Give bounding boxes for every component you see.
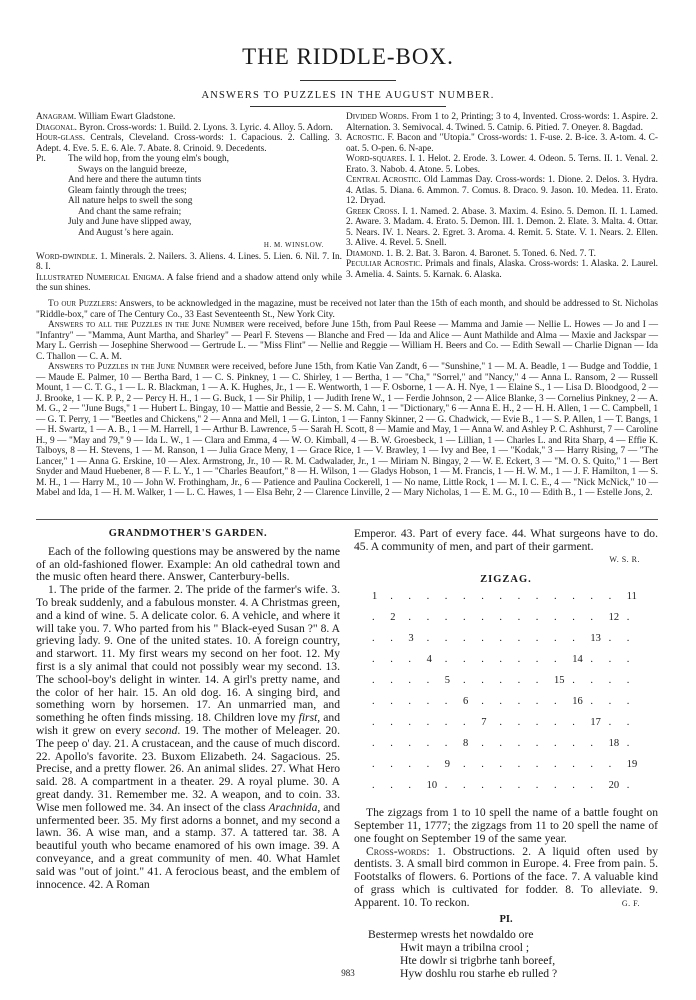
pi-author: H. M. WINSLOW.	[263, 241, 324, 249]
question-text: , and unfermented beer. 35. My first adorns a bonnet, and my second a lawn. 36. A wise man, and a stamp. 37. A tattered tar. 38. A beautiful youth who became enamored of his own image. 39. A conveyance, and a great community of men. 40. What Hamlet said was "out of joint." 41. A ferocious beast, and the emblem of innocence. 42. A Roman	[36, 800, 340, 891]
grid-dot: .	[608, 696, 612, 708]
notice-text: Answers, to be acknowledged in the magazine, must be received not later than the 15th of each month, and should be addressed to St. Nicholas "Riddle-box," care of The Century Co., 33 East Seventeenth St., New York City.	[36, 299, 658, 320]
grid-dot: .	[626, 780, 630, 792]
grid-dot: .	[372, 633, 375, 645]
grid-dot: .	[481, 675, 484, 687]
solvers-notices	[36, 299, 658, 499]
notice-text: were received, before June 15th, from Paul Reese — Mamma and Jamie — Nellie L. Howes — Jo and I — "Infantry" — "Mamma, Aunt Martha, and Sharley" — Pearl F. Stevens — Blanche and Fred — Ida and Alice — Aunt Mathilde and Alma — Maxie and Jackspar — Mary L. Gerrish — Josephine Sherwood — Gertrude L. — "Miss Flint" — Nellie and Reggie — William H. Beers and Co. — Edith Sewall — Charlie Dignan — Ida C. Thallon — C. A. M.	[36, 320, 658, 362]
grid-dot: .	[481, 633, 484, 645]
answers-left-column	[36, 112, 342, 294]
grid-dot: .	[590, 591, 594, 603]
pi-line: Hyw doshlu rou starhe eb rulled ?	[400, 966, 558, 980]
right-puzzles-column	[354, 528, 658, 980]
garden-puzzle	[36, 528, 340, 891]
grid-number: 15	[554, 675, 565, 687]
grid-dot: .	[390, 591, 393, 603]
grid-number: 2	[390, 612, 396, 624]
grid-dot: .	[463, 759, 466, 771]
grid-dot: .	[554, 717, 557, 729]
answer-text: William Ewart Gladstone.	[78, 112, 176, 122]
poem-line: The wild hop, from the young elm's bough,	[68, 154, 229, 164]
grid-dot: .	[408, 591, 412, 603]
grid-dot: .	[572, 738, 575, 750]
poem-line: Sways on the languid breeze,	[78, 164, 187, 175]
grid-dot: .	[463, 612, 466, 624]
answer-text: 1. B. 2. Bat. 3. Baron. 4. Baronet. 5. Toned. 6. Ned. 7. T.	[386, 248, 596, 259]
grid-dot: .	[408, 759, 412, 771]
grid-dot: .	[408, 717, 412, 729]
zigzag-title: ZIGZAG.	[480, 574, 532, 586]
grid-dot: .	[426, 717, 430, 729]
puzzle-label: Diagonal.	[36, 122, 77, 133]
title-rule	[300, 80, 396, 81]
grid-dot: .	[390, 780, 393, 792]
italic-word: Arachnida	[268, 800, 318, 814]
grid-dot: .	[499, 696, 503, 708]
crosswords-label: Cross-words:	[366, 844, 430, 858]
crosswords-text: 1. Obstructions. 2. A liquid often used by dentists. 3. A small bird common in Europe. 4. Free from pain. 5. Footstalks of flowers. 6. Portions of the face. 7. A valuable kind of grass which is cultivated for fodder. 8. To alleviate. 9. Apparent. 10. To reckon.	[354, 844, 658, 909]
pi-line: Bestermep wrests het nowdaldo ore	[368, 928, 534, 942]
grid-dot: .	[572, 633, 575, 645]
puzzle-label: Acrostic.	[346, 133, 385, 143]
grid-dot: .	[535, 717, 539, 729]
grid-dot: .	[463, 675, 466, 687]
word-dwindle-answer	[36, 252, 342, 273]
central-acrostic-answer	[346, 175, 658, 207]
grid-dot: .	[499, 780, 503, 792]
poem-line: July and June have slipped away,	[68, 217, 192, 227]
grid-dot: .	[590, 780, 594, 792]
grid-dot: .	[626, 654, 630, 666]
puzzle-label: Word-squares.	[346, 154, 407, 164]
grid-dot: .	[390, 759, 393, 771]
grid-dot: .	[499, 717, 503, 729]
grid-dot: .	[535, 780, 539, 792]
grid-dot: .	[608, 759, 612, 771]
answer-text: 1. Minerals. 2. Nailers. 3. Aliens. 4. Lines. 5. Lien. 6. Nil. 7. In. 8. I.	[36, 251, 343, 272]
question-text: , and wish it grew on every	[36, 711, 340, 737]
grid-dot: .	[481, 738, 484, 750]
anagram-answer	[36, 112, 342, 123]
grid-number: 3	[408, 633, 414, 645]
grid-dot: .	[444, 696, 448, 708]
grid-dot: .	[554, 654, 557, 666]
grid-number: 11	[626, 591, 637, 603]
grid-dot: .	[444, 738, 448, 750]
grid-dot: .	[408, 654, 412, 666]
grid-number: 4	[426, 654, 432, 666]
grid-dot: .	[608, 717, 612, 729]
garden-signature: W. S. R.	[609, 554, 640, 564]
grid-dot: .	[463, 780, 466, 792]
grid-number: 13	[590, 633, 601, 645]
answer-text: Centrals, Cleveland. Cross-words: 1. Capacious. 2. Calling. 3. Adept. 4. Eve. 5. E. 6. Ale. 7. Abate. 8. Crinoid. 9. Decedents.	[36, 133, 343, 154]
puzzle-label: Pi.	[36, 154, 46, 164]
peculiar-acrostic-answer	[346, 259, 658, 280]
grid-dot: .	[626, 738, 630, 750]
grid-number: 12	[608, 612, 620, 624]
grid-dot: .	[535, 759, 539, 771]
grid-dot: .	[390, 675, 393, 687]
grid-dot: .	[554, 696, 557, 708]
grid-dot: .	[481, 780, 484, 792]
question-text: 1. The pride of the farmer. 2. The pride of the farmer's wife. 3. To break suddenly, and a fabulous monster. 4. A Christmas green, and a kind of wine. 5. A delicate color. 6. A vehicle, and where it will take you. 7. Who parted from his " Black-eyed Susan ?" 8. A grieving lady. 9. One of the united states. 10. A foreign country, and starwort. 11. My first wears my second on her foot. 12. My first is a sly animal that could not possibly wear my second. 13. The school-boy's delight in winter. 14. A girl's pretty name, and the color of her hair. 15. An old dog. 16. A singing bird, and something worn by horsemen. 17. An unmarried man, and something he often finds missing. 18. Children love my	[36, 583, 340, 725]
grid-dot: .	[499, 591, 503, 603]
page-number: 983	[341, 968, 355, 978]
puzzlers-notice	[36, 299, 658, 320]
grid-dot: .	[481, 591, 484, 603]
grid-dot: .	[535, 654, 539, 666]
hourglass-answer	[36, 133, 342, 154]
some-answers-list	[36, 362, 658, 499]
grid-dot: .	[426, 591, 430, 603]
all-answers-list	[36, 320, 658, 362]
poem-line: Gleam faintly through the trees;	[68, 185, 187, 196]
zigzag-grid	[354, 591, 658, 801]
pi-title: PI.	[499, 914, 513, 926]
grid-dot: .	[481, 612, 484, 624]
grid-dot: .	[535, 591, 539, 603]
grid-dot: .	[463, 633, 466, 645]
grid-dot: .	[554, 612, 557, 624]
grid-dot: .	[608, 633, 612, 645]
grid-number: 14	[572, 654, 583, 666]
garden-title: GRANDMOTHER'S GARDEN.	[108, 528, 268, 539]
grid-number: 1	[372, 591, 378, 603]
grid-dot: .	[572, 780, 575, 792]
italic-word: second	[145, 723, 178, 737]
grid-dot: .	[554, 591, 557, 603]
grid-number: 16	[572, 696, 583, 708]
grid-dot: .	[481, 759, 484, 771]
grid-dot: .	[372, 738, 375, 750]
grid-dot: .	[390, 654, 393, 666]
question-text: . 19. The mother of Meleager. 20. The peep o' day. 21. A crustacean, and the cause of much discord. 22. Apollo's favorite. 23. Buxom Elizabeth. 24. Sagacious. 25. Precise, and a pretty flower. 26. An animal slides. 27. What Hero said. 28. A compartment in a theater. 29. A royal plume. 30. A great dandy. 31. Remember me. 32. A weapon, and to coin. 33. Wise men followed me. 34. An insect of the class	[36, 723, 340, 814]
grid-dot: .	[499, 675, 503, 687]
grid-dot: .	[372, 654, 375, 666]
poem-line: And chant the same refrain;	[78, 206, 182, 217]
notice-text: were received, before June 15th, from Katie Van Zandt, 6 — "Sunshine," 1 — M. A. Beadle, 1 — Budge and Toddie, 1 — Maude E. Palmer, 10 — Bertha Bard, 1 — C. S. Pinkney, 1 — C. Shirley, 1 — Bertha, 1 — "Cha," "Sorrel," and "Nancy," 4 — Anna L. Ransom, 2 — Russell Mount, 1 — C. T. G., 1 — L. R. Blackman, 1 — A. K. Hughes, Jr., 1 — E. Wentworth, 1 — F. Osborne, 1 — A. H. Nye, 1 — Elaine S., 1 — Lisa D. Bloodgood, 2 — J. Brooke, 1 — K. P. P., 2 — Percy H. H., 1 — G. Buck, 1 — Sir Philip, 1 — Judith Irene W., 1 — Ferdie Johnson, 2 — Alice Blanke, 3 — Cornelius Pinkney, 2 — A. M. G., 2 — "June Bugs," 1 — Hubert L. Bingay, 10 — Mattie and Bessie, 2 — S. M. Cahn, 1 — "Dictionary," 6 — Anna E. H., 2 — H. H. Allen, 1 — C. Campbell, 1 — G. T. Perry, 1 — "Beetles and Chickens," 2 — Anna and Mell, 1 — G. Linton, 1 — Fanny Skinner, 2 — G. Chadwick, — Evie B., 1 — S. P. Allen, 1 — T. Bangs, 1 — H. Swartz, 1 — A. B., 1 — M. Harrell, 1 — Arthur B. Lawrence, 5 — Sarah H. Scott, 8 — Mamie and May, 1 — Anna W. and Ashley P. C. Ashhurst, 7 — Caroline H., 9 — "May and 79," 9 — Ida L. W., 1 — Clara and Emma, 4 — W. O. Kimball, 4 — B. W. Groesbeck, 1 — Lillian, 1 — Charles L. and Rita Sharp, 4 — Effie K. Talboys, 8 — H. Stevens, 1 — M. Ranson, 1 — Julia Grace Meny, 1 — Grace Rice, 1 — V. Brawley, 1 — Ivy and Bee, 1 — "Kodak," 3 — Harry Rising, 7 — "The Lancer," 1 — Anna G. Erskine, 10 — Alex. Armstrong, Jr., 10 — R. M. Cadwalader, Jr., 1 — Miriam N. Bingay, 2 — W. E. Eckert, 3 — "M. O. S. Quito," 1 — Bert Snyder and Maud Huebener, 8 — F. L. Y., 1 — "Charles Beaufort," 8 — H. Wilson, 1 — Gladys Hobson, 1 — M. Francis, 1 — H. W. M., 1 — J. F. Hamilton, 1 — S. M. H., 1 — Harry M., 10 — John W. Frothingham, Jr., 6 — Patience and Paulina Cockerell, 1 — No name, Little Rock, 1 — M. I. C. E., 4 — "Nick McNick," 10 — Mabel and Ida, 1 — H. M. Walker, 1 — L. C. Hawes, 1 — Elsa Behr, 2 — Clarence Linville, 2 — Mary Nicholas, 1 — E. M. G., 10 — Edith B., 1 — Estelle Jons, 2.	[36, 362, 659, 498]
answer-text: From 1 to 2, Printing; 3 to 4, Invented. Cross-words: 1. Aspire. 2. Alternation. 3. Semivocal. 4. Twined. 5. Catnip. 6. Pitied. 7. Oneyer. 8. Bagdad.	[346, 112, 659, 133]
garden-questions	[36, 584, 340, 891]
grid-dot: .	[372, 675, 375, 687]
grid-dot: .	[426, 633, 430, 645]
grid-number: 6	[463, 696, 469, 708]
grid-dot: .	[608, 654, 612, 666]
grid-dot: .	[535, 612, 539, 624]
grid-dot: .	[372, 696, 375, 708]
grid-number: 10	[426, 780, 438, 792]
grid-dot: .	[444, 612, 448, 624]
grid-number: 9	[444, 759, 451, 771]
grid-dot: .	[408, 738, 412, 750]
grid-dot: .	[517, 654, 521, 666]
notice-label: Answers to Puzzles in the June Number	[48, 362, 210, 372]
grid-dot: .	[390, 717, 393, 729]
grid-dot: .	[408, 696, 412, 708]
answers-right-column	[346, 112, 658, 280]
answer-text: I. 1. Named. 2. Abase. 3. Maxim. 4. Esino. 5. Demon. II. 1. Lamed. 2. Aware. 3. Madam. 4. Erato. 5. Demon. III. 1. Demon. 2. Elate. 3. Malta. 4. Ottar. 5. Nears. IV. 1. Nears. 2. Egret. 3. Aroma. 4. Remit. 5. State. V. 1. Nears. 2. Ellen. 3. Alive. 4. Revel. 5. Snell.	[346, 206, 658, 248]
grid-dot: .	[626, 612, 630, 624]
pi-line: Hte dowlr si trigbrhe tanh boreef,	[400, 953, 556, 967]
zigzag-signature: G. F.	[621, 898, 640, 908]
grid-dot: .	[481, 654, 484, 666]
grid-number: 8	[463, 738, 469, 750]
grid-number: 20	[608, 780, 620, 792]
grid-dot: .	[554, 738, 557, 750]
diagonal-answer	[36, 123, 342, 134]
grid-dot: .	[426, 759, 430, 771]
grid-dot: .	[408, 612, 412, 624]
grid-dot: .	[517, 759, 521, 771]
grid-dot: .	[626, 717, 630, 729]
grid-dot: .	[572, 675, 575, 687]
grid-dot: .	[372, 780, 375, 792]
notice-label: To our Puzzlers:	[48, 299, 118, 309]
grid-dot: .	[572, 717, 575, 729]
poem-line: And here and there the autumn tints	[68, 175, 202, 185]
pi-line: Hwit mayn a tribilna crool ;	[400, 940, 530, 954]
grid-dot: .	[517, 612, 521, 624]
grid-dot: .	[590, 738, 594, 750]
grid-number: 5	[444, 675, 451, 687]
grid-dot: .	[499, 654, 503, 666]
greek-cross-answer	[346, 207, 658, 249]
answer-text: Primals and finals, Alaska. Cross-words: 1. Alaska. 2. Laurel. 3. Amelia. 4. Saints. 5. Karnak. 6. Alaska.	[346, 259, 658, 280]
grid-dot: .	[535, 633, 539, 645]
section-subtitle: ANSWERS TO PUZZLES IN THE AUGUST NUMBER.	[201, 90, 495, 101]
grid-dot: .	[517, 675, 521, 687]
puzzle-label: Illustrated Numerical Enigma.	[36, 272, 165, 283]
grid-dot: .	[499, 612, 503, 624]
grid-dot: .	[608, 675, 612, 687]
grid-dot: .	[390, 633, 393, 645]
garden-questions-continued: Emperor. 43. Part of every face. 44. What surgeons have to do. 45. A community of men, and part of their garment.	[354, 527, 658, 553]
acrostic-answer	[346, 133, 658, 154]
grid-dot: .	[590, 675, 594, 687]
answer-text: A false friend and a shadow attend only while the sun shines.	[36, 272, 342, 293]
grid-dot: .	[554, 780, 557, 792]
grid-dot: .	[590, 612, 594, 624]
grid-dot: .	[426, 738, 430, 750]
answer-text: Old Lammas Day. Cross-words: 1. Dione. 2. Delos. 3. Hydra. 4. Atlas. 5. Diana. 6. Ammon. 7. Comus. 8. Draco. 9. Jason. 10. Medea. 11. Erato. 12. Dryad.	[346, 175, 658, 206]
grid-dot: .	[590, 759, 594, 771]
puzzle-label: Diamond.	[346, 248, 384, 259]
puzzle-label: Greek Cross.	[346, 206, 400, 217]
grid-dot: .	[444, 591, 448, 603]
poem-line: And August 's here again.	[78, 227, 174, 238]
answer-text: F. Bacon and "Utopia." Cross-words: 1. F-use. 2. B-ice. 3. A-tom. 4. C-oat. 5. O-pen. 6. N-ape.	[346, 133, 658, 154]
section-divider	[36, 519, 658, 520]
grid-dot: .	[444, 717, 448, 729]
puzzle-label: Word-dwindle.	[36, 251, 98, 262]
grid-dot: .	[517, 696, 521, 708]
grid-dot: .	[626, 675, 630, 687]
notice-label: Answers to all the Puzzles in the June Number	[48, 320, 245, 330]
grid-dot: .	[626, 633, 630, 645]
grid-dot: .	[426, 612, 430, 624]
puzzle-label: Anagram.	[36, 112, 77, 122]
grid-dot: .	[481, 696, 484, 708]
grid-dot: .	[554, 633, 557, 645]
grid-dot: .	[372, 612, 375, 624]
puzzle-label: Peculiar Acrostic.	[346, 259, 423, 269]
answer-text: I. 1. Helot. 2. Erode. 3. Lower. 4. Odeon. 5. Terns. II. 1. Venal. 2. Erato. 3. Nabob. 4. Atone. 5. Lobes.	[346, 154, 658, 175]
puzzle-label: Central Acrostic.	[346, 175, 421, 185]
grid-dot: .	[463, 717, 466, 729]
grid-dot: .	[517, 738, 521, 750]
grid-dot: .	[572, 612, 575, 624]
grid-dot: .	[590, 654, 594, 666]
grid-dot: .	[499, 738, 503, 750]
grid-dot: .	[390, 738, 393, 750]
grid-dot: .	[517, 633, 521, 645]
grid-dot: .	[390, 696, 393, 708]
grid-dot: .	[517, 780, 521, 792]
grid-dot: .	[572, 759, 575, 771]
grid-dot: .	[517, 591, 521, 603]
grid-dot: .	[535, 738, 539, 750]
grid-dot: .	[463, 591, 466, 603]
puzzle-label: Hour-glass.	[36, 133, 86, 143]
grid-dot: .	[426, 696, 430, 708]
poem-line: All nature helps to swell the song	[68, 196, 193, 206]
grid-dot: .	[590, 696, 594, 708]
grid-dot: .	[444, 633, 448, 645]
grid-dot: .	[372, 717, 375, 729]
grid-number: 18	[608, 738, 620, 750]
word-squares-answer	[346, 154, 658, 175]
zigzag-instructions: The zigzags from 1 to 10 spell the name of a battle fought on September 11, 1777; the zigzags from 11 to 20 spell the name of one fought on September 19 of the same year.	[354, 806, 658, 845]
grid-dot: .	[408, 780, 412, 792]
grid-number: 7	[481, 717, 487, 729]
diamond-answer	[346, 249, 658, 260]
enigma-answer	[36, 273, 342, 294]
grid-dot: .	[535, 675, 539, 687]
grid-dot: .	[499, 633, 503, 645]
grid-number: 17	[590, 717, 601, 729]
divided-words-answer	[346, 112, 658, 133]
page-title: THE RIDDLE-BOX.	[242, 44, 454, 69]
pi-poem	[36, 154, 342, 238]
grid-dot: .	[572, 591, 575, 603]
grid-dot: .	[426, 675, 430, 687]
answer-text: Byron. Cross-words: 1. Build. 2. Lyons. 3. Lyric. 4. Alloy. 5. Adorn.	[79, 122, 333, 133]
grid-dot: .	[372, 759, 375, 771]
grid-dot: .	[444, 780, 448, 792]
subtitle-rule	[250, 106, 446, 107]
grid-number: 19	[626, 759, 638, 771]
grid-dot: .	[408, 675, 412, 687]
grid-dot: .	[517, 717, 521, 729]
grid-dot: .	[499, 759, 503, 771]
italic-word: first	[298, 711, 318, 725]
grid-dot: .	[554, 759, 557, 771]
puzzle-label: Divided Words.	[346, 112, 410, 122]
grid-dot: .	[444, 654, 448, 666]
grid-dot: .	[463, 654, 466, 666]
grid-dot: .	[535, 696, 539, 708]
garden-intro: Each of the following questions may be answered by the name of an old-fashioned flower. Example: An old cathedral town and the music often heard there. Answer, Canterbury-bells.	[36, 544, 340, 584]
grid-dot: .	[626, 696, 630, 708]
grid-dot: .	[608, 591, 612, 603]
